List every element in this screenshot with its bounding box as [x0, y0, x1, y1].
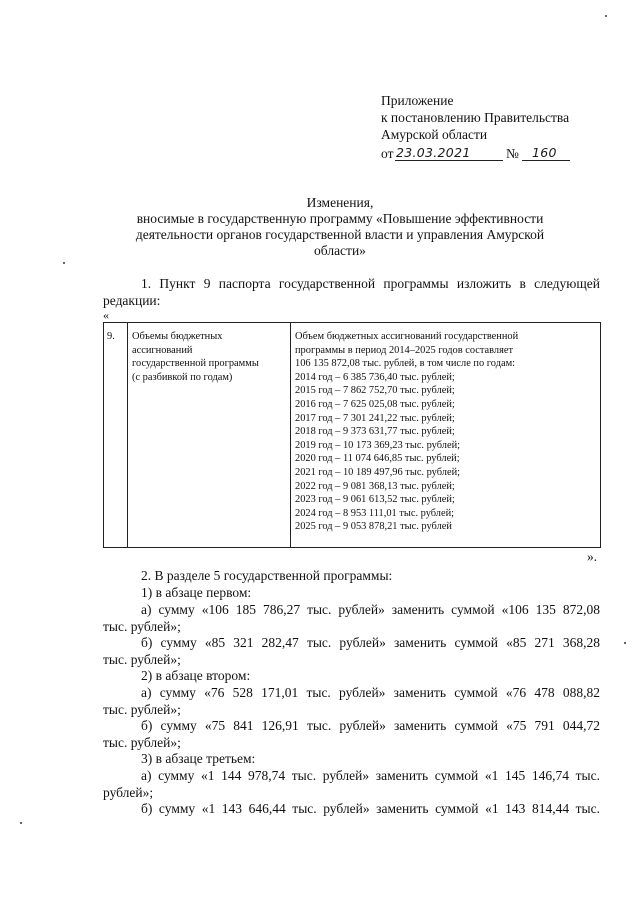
- section2-item-1a-cont: тыс. рублей»;: [103, 619, 181, 634]
- value-line: 2022 год – 9 081 368,13 тыс. рублей;: [295, 480, 455, 492]
- section1-line-1: 1. Пункт 9 паспорта государственной программы изложить в следующей: [141, 276, 600, 291]
- value-line: 2018 год – 9 373 631,77 тыс. рублей;: [295, 426, 455, 438]
- title-line-2: вносимые в государственную программу «Повышение эффективности: [136, 211, 544, 226]
- passport-table: [103, 322, 601, 548]
- table-col-divider-2: [290, 323, 291, 547]
- label-line: ассигнований: [132, 344, 193, 356]
- value-line: 106 135 872,08 тыс. рублей, в том числе по годам:: [295, 358, 516, 370]
- value-line: 2014 год – 6 385 736,40 тыс. рублей;: [295, 371, 455, 383]
- section2-item-2a: а) сумму «76 528 171,01 тыс. рублей» заменить суммой «76 478 088,82: [141, 685, 600, 700]
- section2-item-3a-cont: рублей»;: [103, 785, 154, 800]
- value-line: 2020 год – 11 074 646,85 тыс. рублей;: [295, 453, 460, 465]
- label-line: государственной программы: [132, 358, 259, 370]
- row-number: [107, 330, 115, 344]
- section2-item-3b: б) сумму «1 143 646,44 тыс. рублей» заменить суммой «1 143 814,44 тыс.: [141, 801, 600, 816]
- date-prefix: от: [381, 146, 394, 161]
- close-quote: ».: [587, 549, 598, 564]
- row-number-text: 9.: [107, 331, 115, 342]
- title-line-1: Изменения,: [306, 195, 374, 210]
- section2-heading: 2. В разделе 5 государственной программы:: [141, 568, 393, 583]
- label-line: Объемы бюджетных: [132, 331, 223, 342]
- open-quote: «: [103, 308, 109, 322]
- label-line: (с разбивкой по годам): [132, 371, 233, 383]
- scan-speck: [605, 15, 607, 17]
- section2-item-1b-cont: тыс. рублей»;: [103, 652, 181, 667]
- section1-line-2: редакции:: [103, 293, 161, 308]
- value-line: программы в период 2014–2025 годов составляет: [295, 344, 514, 356]
- value-line: Объем бюджетных ассигнований государственной: [295, 331, 519, 342]
- label-cell: [132, 330, 259, 384]
- title-line-4: области»: [314, 243, 366, 258]
- section2-item-2b: б) сумму «75 841 126,91 тыс. рублей» заменить суммой «75 791 044,72: [141, 718, 600, 733]
- section2-item-3a: а) сумму «1 144 978,74 тыс. рублей» заменить суммой «1 145 146,74 тыс.: [141, 768, 600, 783]
- section2-item-1b: б) сумму «85 321 282,47 тыс. рублей» заменить суммой «85 271 368,28: [141, 635, 600, 650]
- section2-item-1: 1) в абзаце первом:: [141, 585, 252, 600]
- number-prefix: №: [506, 146, 519, 161]
- scan-speck: [63, 262, 65, 264]
- value-line: 2021 год – 10 189 497,96 тыс. рублей;: [295, 466, 461, 478]
- section2-item-2a-cont: тыс. рублей»;: [103, 702, 181, 717]
- value-cell: [295, 330, 518, 534]
- value-line: 2016 год – 7 625 025,08 тыс. рублей;: [295, 398, 455, 410]
- section2-item-3: 3) в абзаце третьем:: [141, 751, 256, 766]
- value-line: 2017 год – 7 301 241,22 тыс. рублей;: [295, 412, 455, 424]
- number-value-handwritten: 160: [532, 145, 557, 160]
- title-line-3: деятельности органов государственной власти и управления Амурской: [135, 227, 545, 242]
- value-line: 2015 год – 7 862 752,70 тыс. рублей;: [295, 385, 455, 397]
- scan-speck: [20, 822, 22, 824]
- value-line: 2019 год – 10 173 369,23 тыс. рублей;: [295, 439, 461, 451]
- appendix-region: Амурской области: [381, 127, 488, 142]
- value-line: 2024 год – 8 953 111,01 тыс. рублей;: [295, 507, 455, 519]
- date-underline: [395, 160, 503, 161]
- date-value-handwritten: 23.03.2021: [396, 145, 471, 160]
- table-col-divider-1: [127, 323, 128, 547]
- value-line: 2025 год – 9 053 878,21 тыс. рублей: [295, 521, 452, 533]
- number-underline: [522, 160, 570, 161]
- value-line: 2023 год – 9 061 613,52 тыс. рублей;: [295, 494, 455, 506]
- section2-item-2: 2) в абзаце втором:: [141, 668, 251, 683]
- appendix-resolution: к постановлению Правительства: [381, 110, 570, 125]
- section2-item-1a: а) сумму «106 185 786,27 тыс. рублей» заменить суммой «106 135 872,08: [141, 602, 600, 617]
- scan-speck: [624, 642, 626, 644]
- section2-item-2b-cont: тыс. рублей»;: [103, 735, 181, 750]
- appendix-heading: Приложение: [381, 93, 454, 108]
